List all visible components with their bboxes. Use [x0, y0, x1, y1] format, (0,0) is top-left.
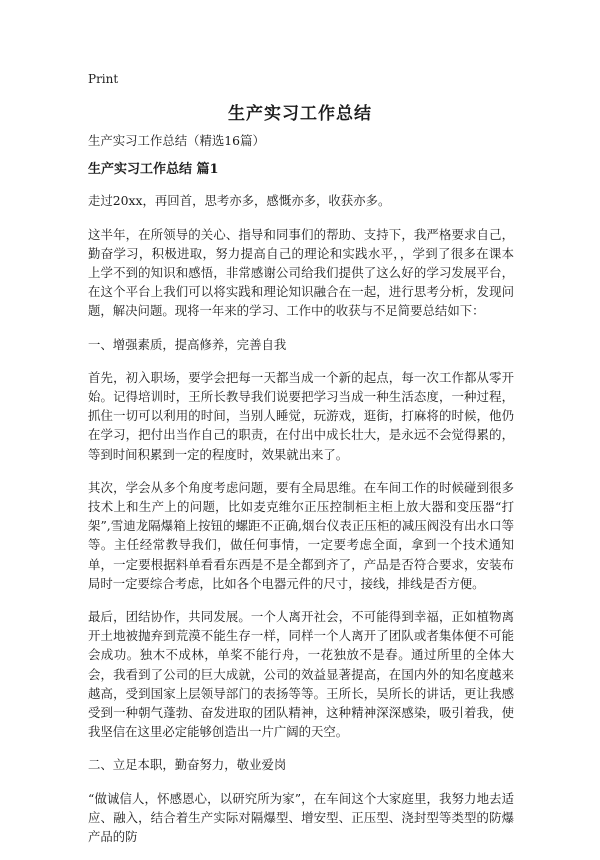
- document-title: 生产实习工作总结: [228, 104, 372, 124]
- paragraph-intro: 走过20xx，再回首，思考亦多，感慨亦多，收获亦多。: [88, 193, 391, 209]
- subheading-two: 二、立足本职，勤奋努力，敬业爱岗: [88, 757, 287, 773]
- paragraph-second: 其次，学会从多个角度考虑问题，要有全局思维。在车间工作的时候碰到很多技术上和生产上的问题，比如麦克维尔正压控制柜主柜上放大器和变压器“打架”,雪迪龙隔爆箱上按钮的螺距不正确,烟台仪表正压柜的减压阀没有出水口等等。主任经常教导我们，做任何事情，一定要考虑全面，拿到一个技术通知单，一定要根据料单看看东西是不是全都到齐了，产品是否符合要求，安装布局时一定要综合考虑，比如各个电器元件的尺寸，接线，排线是否方便。: [88, 479, 514, 591]
- document-subtitle: 生产实习工作总结（精选16篇）: [88, 133, 265, 148]
- paragraph-overview: 这半年，在所领导的关心、指导和同事们的帮助、支持下，我严格要求自己，勤奋学习，积极进取，努力提高自己的理论和实践水平，，学到了很多在课本上学不到的知识和感悟，非常感谢公司给我们提供了这么好的学习发展平台，在这个平台上我们可以将实践和理论知识融合在一起，进行思考分析，发现问题，解决问题。现将一年来的学习、工作中的收获与不足简要总结如下：: [88, 226, 514, 319]
- paragraph-last: 最后，团结协作，共同发展。一个人离开社会，不可能得到幸福，正如植物离开土地被抛弃到荒漠不能生存一样，同样一个人离开了团队或者集体便不可能会成功。独木不成林，单桨不能行舟，一花独放不是春。通过所里的全体大会，我看到了公司的巨大成就，公司的效益显著提高，在国内外的知名度越来越高，受到国家上层领导部门的表扬等等。王所长，吴所长的讲话，更让我感受到一种朝气蓬勃、奋发进取的团队精神，这种精神深深感染，吸引着我，使我坚信在这里必定能够创造出一片广阔的天空。: [88, 609, 514, 740]
- subheading-one: 一、增强素质，提高修养，完善自我: [88, 336, 287, 352]
- paragraph-dedication: “做诚信人，怀感恩心，以研究所为家”，在车间这个大家庭里，我努力地去适应、融入，结合着生产实际对隔爆型、增安型、正压型、浇封型等类型的防爆产品的防: [88, 790, 514, 845]
- paragraph-first: 首先，初入职场，要学会把每一天都当成一个新的起点，每一次工作都从零开始。记得培训时，王所长教导我们说要把学习当成一种生活态度，一种过程，抓住一切可以利用的时间，当别人睡觉，玩游戏，逛街，打麻将的时候，他仍在学习，把付出当作自己的职责，在付出中成长壮大，是永远不会觉得累的，等到时间积累到一定的程度时，效果就出来了。: [88, 369, 514, 462]
- print-link[interactable]: Print: [88, 72, 119, 86]
- section-heading: 生产实习工作总结 篇1: [88, 162, 219, 178]
- document-body: [88, 131, 514, 860]
